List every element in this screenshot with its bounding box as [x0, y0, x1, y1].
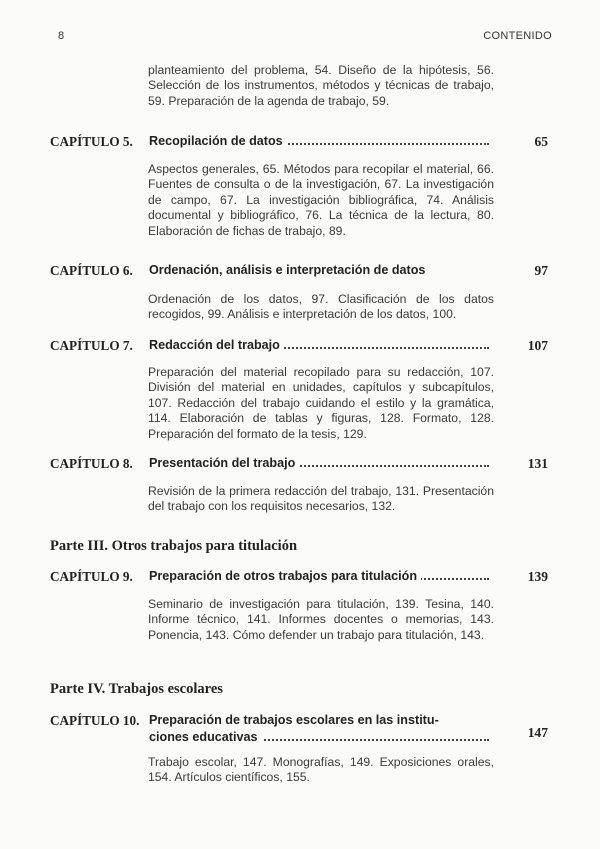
chapter-page: 147 — [527, 725, 548, 740]
chapter-title: Redacción del trabajo — [149, 338, 284, 352]
chapter-9-summary: Seminario de investigación para titulación, 139. Tesina, 140. Informe técnico, 141. Informes docentes o memorias, 143. Ponencia, 143. Cómo defender un trabajo para titulación, 143. — [148, 597, 494, 642]
chapter-label: CAPÍTULO 10. — [50, 713, 140, 728]
toc-entry-chapter-8[interactable] — [50, 456, 550, 474]
toc-entry-chapter-10[interactable] — [50, 713, 550, 749]
part-heading-iv: Parte IV. Trabajos escolares — [50, 681, 223, 697]
chapter-page: 107 — [527, 338, 548, 353]
chapter-title: Preparación de otros trabajos para titulación — [149, 569, 421, 583]
chapter-label: CAPÍTULO 8. — [50, 456, 133, 471]
page-number: 8 — [58, 30, 65, 42]
chapter-page: 97 — [534, 263, 548, 278]
chapter-7-summary: Preparación del material recopilado para su redacción, 107. División del material en unidades, capítulos y subcapítulos, 107. Redacción del trabajo cuidando el estilo y la gramática, 114. Elaboración de tablas y figuras, 128. Formato, 128. Preparación del formato de la tesis, 129. — [148, 365, 494, 441]
chapter-title: Presentación del trabajo — [149, 456, 299, 470]
chapter-page: 139 — [527, 569, 548, 584]
toc-entry-chapter-5[interactable] — [50, 134, 550, 152]
chapter-title: Ordenación, análisis e interpretación de datos — [149, 263, 429, 277]
toc-entry-chapter-7[interactable] — [50, 338, 550, 356]
toc-entry-chapter-6[interactable] — [50, 263, 550, 281]
chapter-title-line-2: ciones educativas — [149, 730, 262, 744]
chapter-page: 131 — [527, 456, 548, 471]
chapter-label: CAPÍTULO 6. — [50, 263, 133, 278]
chapter-title-line-1: Preparación de trabajos escolares en las institu- — [149, 713, 443, 727]
chapter-title: Recopilación de datos — [149, 134, 287, 148]
chapter-page: 65 — [534, 134, 548, 149]
chapter-8-summary: Revisión de la primera redacción del trabajo, 131. Presentación del trabajo con los requisitos necesarios, 132. — [148, 484, 494, 514]
chapter-5-summary: Aspectos generales, 65. Métodos para recopilar el material, 66. Fuentes de consulta o de la investigación, 67. La investigación de campo, 67. La investigación bibliográfica, 74. Análisis documental y bibliográfico, 76. La técnica de la lectura, 80. Elaboración de fichas de trabajo, 89. — [148, 162, 494, 238]
intro-paragraph: planteamiento del problema, 54. Diseño de la hipótesis, 56. Selección de los instrumentos, métodos y técnicas de trabajo, 59. Preparación de la agenda de trabajo, 59. — [148, 63, 494, 108]
chapter-label: CAPÍTULO 9. — [50, 569, 133, 584]
chapter-label: CAPÍTULO 5. — [50, 134, 133, 149]
chapter-10-summary: Trabajo escolar, 147. Monografías, 149. Exposiciones orales, 154. Artículos científicos, 155. — [148, 755, 494, 785]
running-head: CONTENIDO — [483, 30, 552, 42]
toc-entry-chapter-9[interactable] — [50, 569, 550, 587]
page-header — [58, 30, 552, 46]
chapter-label: CAPÍTULO 7. — [50, 338, 133, 353]
part-heading-iii: Parte III. Otros trabajos para titulación — [50, 538, 298, 554]
chapter-6-summary: Ordenación de los datos, 97. Clasificación de los datos recogidos, 99. Análisis e interpretación de los datos, 100. — [148, 292, 494, 322]
